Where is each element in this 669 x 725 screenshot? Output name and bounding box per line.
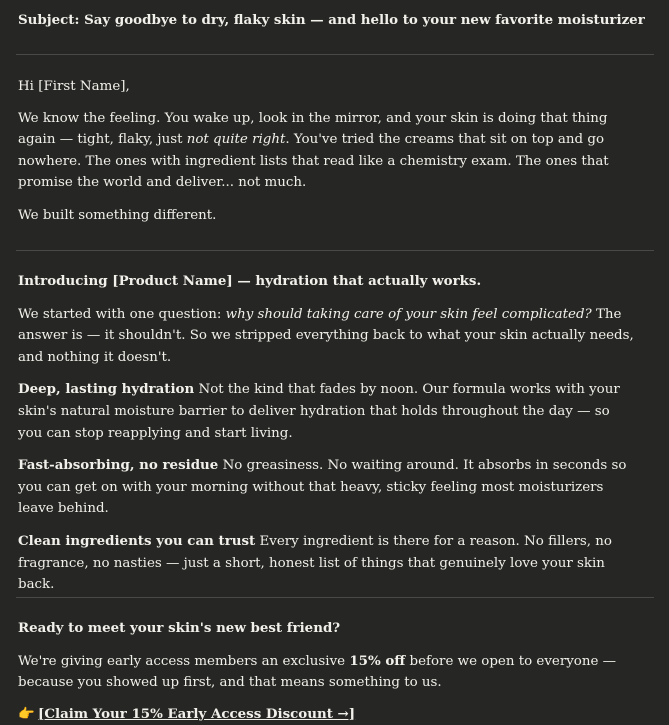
question-emphasis: why should taking care of your skin feel complicated? xyxy=(225,306,592,322)
feature-body: No greasiness. No waiting around. It absorbs in seconds so you can get on with your morning without that heavy, sticky feeling most moisturizers leave behind. xyxy=(18,458,627,517)
question-text-1: We started with one question: xyxy=(18,306,226,322)
offer-text-2: before we open to everyone — because you showed up first, and that means something to us. xyxy=(18,653,617,691)
product-section xyxy=(18,271,638,596)
offer-section xyxy=(18,618,638,725)
pointing-hand-icon: 👉 xyxy=(18,706,35,722)
feature-body: Not the kind that fades by noon. Our formula works with your skin's natural moisture barrier to deliver hydration that holds throughout the day — so you can stop reapplying and start living. xyxy=(18,382,620,441)
feature-absorbing xyxy=(18,455,638,520)
feature-title: Clean ingredients you can trust xyxy=(18,532,256,549)
intro-paragraph xyxy=(18,108,638,194)
intro-text-1: We know the feeling. You wake up, look in the mirror, and your skin is doing that thing again — tight, flaky, just xyxy=(18,110,608,148)
intro-emphasis: not quite right xyxy=(186,132,286,148)
divider xyxy=(16,54,654,55)
email-subject: Subject: Say goodbye to dry, flaky skin — and hello to your new favorite moisturizer xyxy=(18,12,645,28)
feature-hydration xyxy=(18,379,638,444)
feature-clean xyxy=(18,531,638,596)
cta-line xyxy=(18,704,638,725)
question-paragraph xyxy=(18,304,638,369)
offer-paragraph xyxy=(18,651,638,694)
divider xyxy=(16,597,654,598)
product-heading: Introducing [Product Name] — hydration that actually works. xyxy=(18,273,482,289)
greeting: Hi [First Name], xyxy=(18,79,130,94)
built-paragraph: We built something different. xyxy=(18,207,217,223)
question-text-2: The answer is — it shouldn't. So we stripped everything back to what your skin actually needs, and nothing it doesn't. xyxy=(18,306,634,365)
claim-discount-link[interactable]: [Claim Your 15% Early Access Discount →] xyxy=(38,705,356,722)
offer-heading: Ready to meet your skin's new best friend? xyxy=(18,620,341,636)
feature-title: Fast-absorbing, no residue xyxy=(18,457,219,474)
offer-text-1: We're giving early access members an exclusive xyxy=(18,653,350,669)
offer-discount: 15% off xyxy=(349,652,406,669)
feature-body: Every ingredient is there for a reason. No fillers, no fragrance, no nasties — just a short, honest list of things that genuinely love your skin back. xyxy=(18,533,612,593)
intro-text-2: . You've tried the creams that sit on top and go nowhere. The ones with ingredient lists that read like a chemistry exam. The ones that promise the world and deliver... not much. xyxy=(18,132,609,191)
divider xyxy=(16,250,654,251)
feature-title: Deep, lasting hydration xyxy=(18,381,195,398)
intro-section xyxy=(18,76,638,227)
